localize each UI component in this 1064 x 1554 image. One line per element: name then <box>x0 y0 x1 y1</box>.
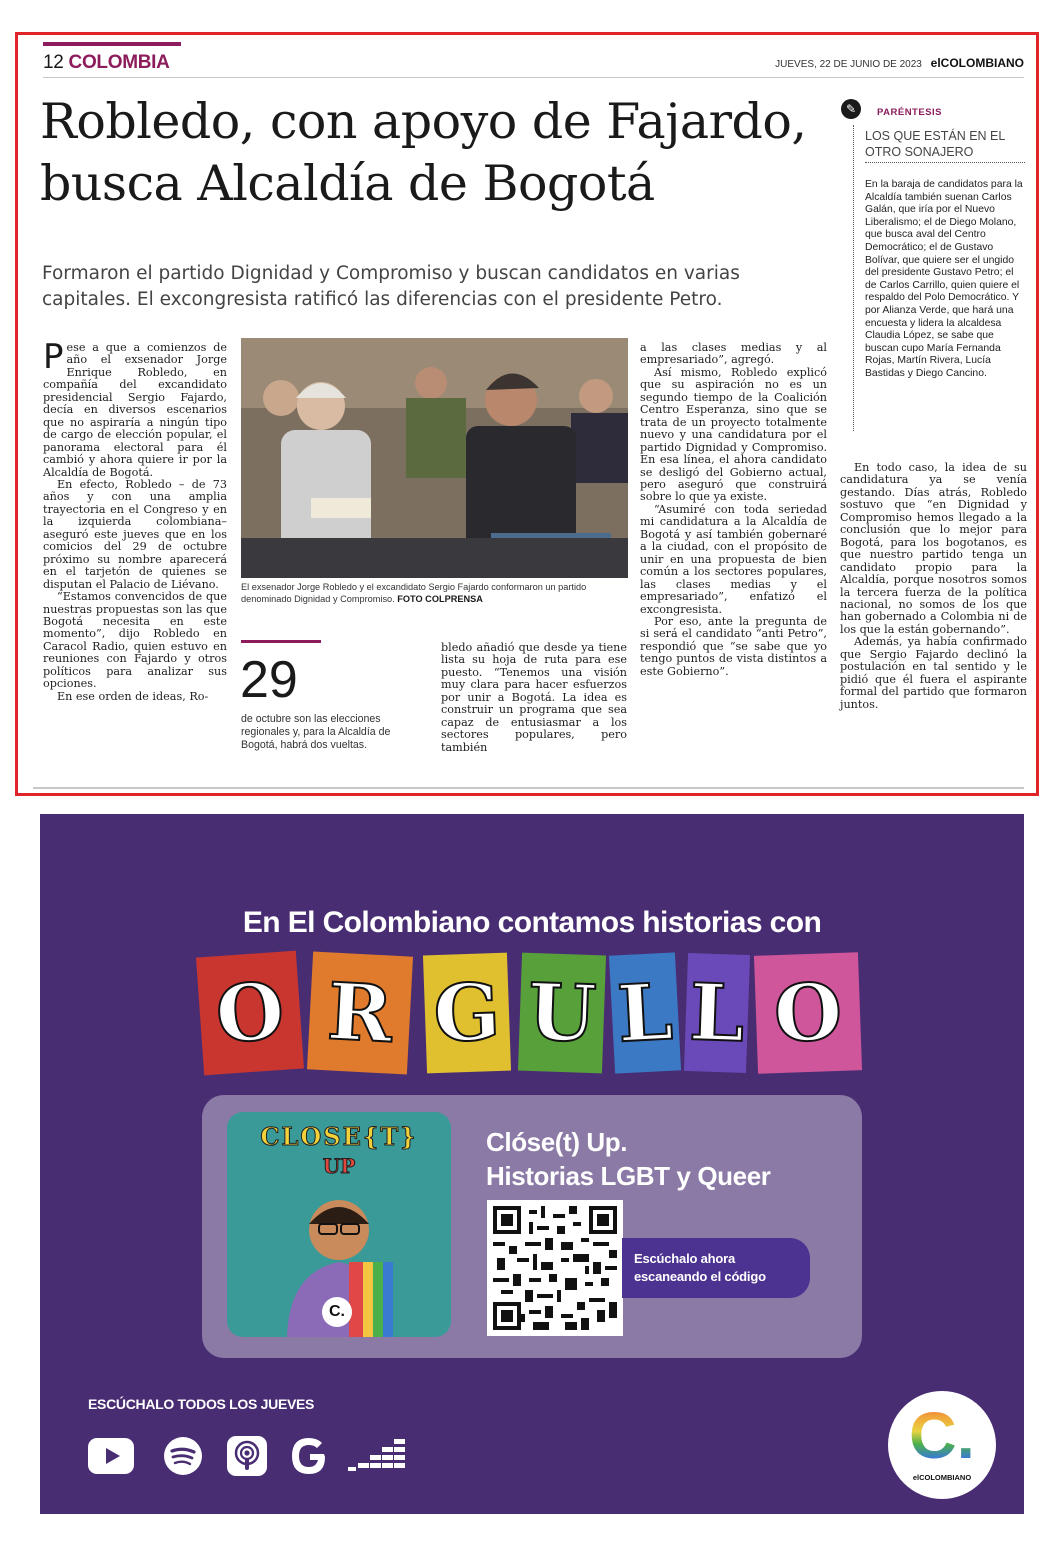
article-photo <box>241 338 628 578</box>
header-rule <box>43 77 1024 78</box>
scan-cta-button[interactable] <box>622 1238 810 1298</box>
cover-title: CLOSE{T} <box>260 1122 418 1151</box>
column-1 <box>43 337 227 703</box>
deck: Formaron el partido Dignidad y Compromiso y buscan candidatos en varias capitales. El excongresista ratificó las diferencias con el presidente Petro. <box>42 263 740 310</box>
paragraph: a las clases medias y al empresariado”, agregó. <box>640 341 827 367</box>
podcast-advertisement[interactable] <box>40 814 1024 1514</box>
article-frame <box>15 32 1039 796</box>
photo-caption: El exsenador Jorge Robledo y el excandidato Sergio Fajardo conformaron un partido denominado Dignidad y Compromiso. FOTO COLPRENSA <box>241 582 587 604</box>
stat-rule <box>241 640 321 643</box>
letter-tile: L <box>609 952 681 1073</box>
paragraph: En ese orden de ideas, Ro- <box>57 689 209 703</box>
column-4 <box>640 342 827 678</box>
column-5 <box>840 462 1027 711</box>
paragraph: En todo caso, la idea de su candidatura ya se venía gestando. Días atrás, Robledo sostuvo que “en Dignidad y Compromiso hemos llegado a la conclusión que lo mejor para Bogotá, para los bogotanos, es que nuestro partido tenga un candidato propio para la Alcaldía, porque nosotros somos la tercera fuerza de la política nacional, no somos de los que han gobernado a Colombia ni de los que la están gobernando”. <box>840 461 1027 636</box>
paragraph: Además, ya había confirmado que Sergio Fajardo declinó la postulación en tal sentido y le pidió que él fuera el aspirante formal del partido que formaron juntos. <box>840 635 1027 711</box>
colombiano-badge[interactable] <box>888 1391 996 1499</box>
deezer-icon[interactable] <box>348 1434 406 1478</box>
page-number: 12 <box>43 52 64 73</box>
photo-illustration <box>241 338 628 578</box>
qr-code-icon[interactable] <box>487 1200 623 1336</box>
sidebar-label: PARÉNTESIS <box>877 107 943 118</box>
podcast-title-line: Historias LGBT y Queer <box>486 1161 771 1191</box>
spotify-icon[interactable] <box>160 1434 206 1478</box>
date: JUEVES, 22 DE JUNIO DE 2023 <box>775 59 922 70</box>
photo-credit: FOTO COLPRENSA <box>397 594 483 604</box>
google-podcasts-icon[interactable] <box>286 1434 332 1478</box>
sidebar-divider <box>853 125 854 431</box>
podcast-title-line: Clóse(t) Up. <box>486 1127 628 1157</box>
podcast-cover[interactable] <box>227 1112 451 1337</box>
sidebar-text: En la baraja de candidatos para la Alcaldía también suenan Carlos Galán, que iría por el Nuevo Liberalismo; el de Diego Molano, que busca aval del Centro Democrático; el de Gustavo Bolívar, que quiere ser el ungido del presidente Gustavo Petro; el de Carlos Carrillo, quien quiere el respaldo del Polo Democrático. Y por Alianza Verde, que hará una encuesta y lidera la alcaldesa Claudia López, se sabe que buscan cupo María Fernanda Rojas, Martín Rivera, Lucía Bastidas y Diego Cancino. <box>865 179 1023 379</box>
brand-name: elCOLOMBIANO <box>912 1473 972 1482</box>
paragraph: En efecto, Robledo – de 73 años y con una amplia trayectoria en el Congreso y en la izquierda colombiana– aseguró este jueves que en los comicios del 29 de octubre próximo su nombre aparecerá en el tarjetón de quienes se disputan el Palacio de Liévano. <box>43 477 227 591</box>
section-rule <box>43 42 181 46</box>
colombiano-logo-icon: C. <box>322 1297 352 1327</box>
headline: Robledo, con apoyo de Fajardo, busca Alcaldía de Bogotá <box>40 93 807 212</box>
stat-number: 29 <box>240 651 298 709</box>
paragraph: Pese a que a comienzos de año el exsenador Jorge Enrique Robledo, en compañía del excandidato presidencial Sergio Fajardo, decía en diversos escenarios que no aspiraría a ningún tipo de cargo de elección popular, el panorama electoral para él cambió y ahora quiere ir por la Alcaldía de Bogotá. <box>43 337 227 479</box>
podcast-card[interactable] <box>202 1095 862 1358</box>
section-name: COLOMBIA <box>68 52 170 73</box>
drop-cap: P <box>43 337 64 377</box>
bottom-rule <box>33 787 1024 789</box>
column-3 <box>441 642 627 754</box>
paragraph: bledo añadió que desde ya tiene lista su hoja de ruta para ese puesto. “Tenemos una visión muy clara para hacer esfuerzos por unir a Bogotá. La idea es construir un programa que sea capaz de entusiasmar a los sectores populares, pero también <box>441 641 627 754</box>
sidebar-title: LOS QUE ESTÁN EN EL OTRO SONAJERO <box>865 128 1025 163</box>
listen-label: ESCÚCHALO TODOS LOS JUEVES <box>88 1396 315 1412</box>
paragraph: Así mismo, Robledo explicó que su aspiración no es un segundo tiempo de la Coalición Centro Esperanza, sino que se trata de un proyecto totalmente nuevo y una candidatura por el partido Dignidad y Compromiso. En esa línea, el ahora candidato se desligó del Gobierno actual, pero aseguró que construirá sobre lo que ya existe. <box>640 365 827 504</box>
pencil-icon: ✎ <box>841 99 861 119</box>
paragraph: “Asumiré con toda seriedad mi candidatura a la Alcaldía de Bogotá y así también gobernaré a la ciudad, con el propósito de unir en una propuesta de bien común a los sectores populares, las clases medias y el empresariado”, enfatizó el excongresista. <box>640 502 827 616</box>
qr-pattern <box>493 1206 617 1330</box>
scan-cta-line: Escúchalo ahora <box>634 1251 736 1266</box>
apple-podcasts-icon[interactable] <box>224 1434 270 1478</box>
paragraph: Por eso, ante la pregunta de si será el candidato “anti Petro”, respondió que “se sabe que yo tengo puntos de vista distintos a este Gobierno”. <box>640 614 827 678</box>
paragraph: “Estamos convencidos de que nuestras propuestas son las que Bogotá necesita en este momento”, dijo Robledo en Caracol Radio, quien estuvo en reuniones con Fajardo y otros políticos para analizar sus opciones. <box>43 590 227 691</box>
section-label <box>43 52 170 74</box>
letter-tile: G <box>423 953 511 1074</box>
scan-cta-line: escaneando el código <box>634 1269 766 1284</box>
podcast-title <box>486 1125 846 1193</box>
orgullo-wordmark <box>200 954 880 1084</box>
ad-headline: En El Colombiano contamos historias con <box>242 906 822 939</box>
letter-tile: R <box>307 951 413 1074</box>
stat-text: de octubre son las elecciones regionales y, para la Alcaldía de Bogotá, habrá dos vueltas. <box>241 713 391 751</box>
letter-tile: L <box>684 953 750 1073</box>
letter-tile: O <box>196 951 304 1076</box>
masthead-brand: elCOLOMBIANO <box>930 56 1024 70</box>
cover-subtitle: UP <box>322 1154 356 1178</box>
letter-tile: O <box>754 952 862 1074</box>
dateline <box>775 56 1024 70</box>
youtube-icon[interactable] <box>88 1434 134 1478</box>
brand-letter: C. <box>906 1397 978 1473</box>
letter-tile: U <box>518 953 606 1074</box>
